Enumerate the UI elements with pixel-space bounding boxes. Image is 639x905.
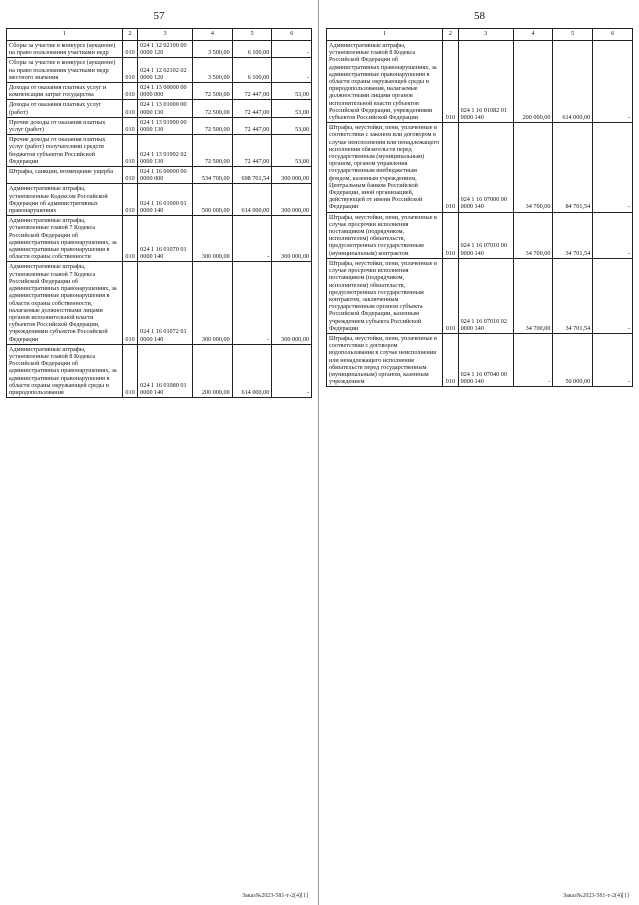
row-name-cell: Прочие доходы от оказания платных услуг (работ) bbox=[7, 117, 123, 134]
budget-code-cell: 024 1 16 07000 00 0000 140 bbox=[458, 123, 513, 212]
executed-amount-cell: 72 447,00 bbox=[232, 100, 272, 117]
table-row bbox=[327, 41, 633, 123]
executed-amount-cell: 72 447,00 bbox=[232, 117, 272, 134]
table-row bbox=[327, 123, 633, 212]
budget-code-cell: 024 1 13 00000 00 0000 000 bbox=[138, 83, 193, 100]
table-row bbox=[7, 117, 312, 134]
table-row bbox=[327, 333, 633, 386]
page-number: 58 bbox=[474, 10, 485, 22]
approved-amount-cell: 72 500,00 bbox=[193, 117, 233, 134]
executed-amount-cell: - bbox=[232, 216, 272, 262]
row-name-cell: Штрафы, неустойки, пени, уплаченные в случае просрочки исполнения поставщиком (подрядчиком, исполнителем) обязательств, предусмотренных государственным контрактом, заключенным государственным органом субъекта Российской Федерации, казенным учреждением субъекта Российской Федерации bbox=[327, 258, 443, 333]
table-row bbox=[327, 212, 633, 258]
column-number: 3 bbox=[138, 29, 193, 41]
row-name-cell: Штрафы, неустойки, пени, уплаченные в соответствии с договором водопользования в случае неисполнения или ненадлежащего исполнения обязательств перед государственным (муниципальным) органом, казенным учреждением bbox=[327, 333, 443, 386]
table-row bbox=[7, 41, 312, 58]
column-number: 2 bbox=[122, 29, 137, 41]
executed-amount-cell: 72 447,00 bbox=[232, 135, 272, 167]
unexecuted-amount-cell: - bbox=[593, 123, 633, 212]
executed-amount-cell: 50 000,00 bbox=[553, 333, 593, 386]
table-row bbox=[327, 258, 633, 333]
print-footer: Заказ№2023-581-т-2(4)[1] bbox=[242, 893, 308, 899]
line-code-cell: 010 bbox=[122, 262, 137, 344]
table-row bbox=[7, 58, 312, 83]
budget-code-cell: 024 1 16 07010 00 0000 140 bbox=[458, 212, 513, 258]
budget-code-cell: 024 1 16 01080 01 0000 140 bbox=[138, 344, 193, 397]
executed-amount-cell: 614 000,00 bbox=[553, 41, 593, 123]
approved-amount-cell: 300 000,00 bbox=[193, 216, 233, 262]
unexecuted-amount-cell: 53,00 bbox=[272, 135, 312, 167]
column-number: 5 bbox=[553, 29, 593, 41]
row-name-cell: Сборы за участие в конкурсе (аукционе) на право пользования участками недр местного значения bbox=[7, 58, 123, 83]
revenue-table bbox=[326, 28, 633, 387]
unexecuted-amount-cell: - bbox=[272, 41, 312, 58]
page-58 bbox=[320, 0, 639, 905]
budget-code-cell: 024 1 13 01990 00 0000 130 bbox=[138, 117, 193, 134]
row-name-cell: Административные штрафы, установленные Кодексом Российской Федерации об административных правонарушениях bbox=[7, 184, 123, 216]
line-code-cell: 010 bbox=[122, 83, 137, 100]
table-header-row bbox=[7, 29, 312, 41]
approved-amount-cell: 72 500,00 bbox=[193, 100, 233, 117]
line-code-cell: 010 bbox=[122, 117, 137, 134]
table-row bbox=[7, 167, 312, 184]
unexecuted-amount-cell: - bbox=[272, 344, 312, 397]
approved-amount-cell: 34 700,00 bbox=[513, 258, 553, 333]
budget-code-cell: 024 1 16 00000 00 0000 000 bbox=[138, 167, 193, 184]
approved-amount-cell: 3 500,00 bbox=[193, 58, 233, 83]
column-number: 5 bbox=[232, 29, 272, 41]
unexecuted-amount-cell: 300 000,00 bbox=[272, 184, 312, 216]
row-name-cell: Административные штрафы, установленные главой 8 Кодекса Российской Федерации об административных правонарушениях, за административные правонарушения в области охраны окружающей среды и природопользования, налагаемые должностными лицами органов исполнительной власти субъектов Российской Федерации, учреждениями субъектов Российской Федерации bbox=[327, 41, 443, 123]
column-number: 1 bbox=[327, 29, 443, 41]
unexecuted-amount-cell: - bbox=[593, 212, 633, 258]
revenue-table bbox=[6, 28, 312, 398]
line-code-cell: 010 bbox=[122, 41, 137, 58]
approved-amount-cell: 200 000,00 bbox=[193, 344, 233, 397]
approved-amount-cell: 72 500,00 bbox=[193, 83, 233, 100]
budget-code-cell: 024 1 16 01082 01 0000 140 bbox=[458, 41, 513, 123]
table-row bbox=[7, 135, 312, 167]
unexecuted-amount-cell: 53,00 bbox=[272, 117, 312, 134]
executed-amount-cell: 34 701,54 bbox=[553, 258, 593, 333]
unexecuted-amount-cell: 300 000,00 bbox=[272, 262, 312, 344]
table-row bbox=[7, 344, 312, 397]
unexecuted-amount-cell: 53,00 bbox=[272, 100, 312, 117]
row-name-cell: Штрафы, неустойки, пени, уплаченные в случае просрочки исполнения поставщиком (подрядчиком, исполнителем) обязательств, предусмотренных государственным (муниципальным) контрактом bbox=[327, 212, 443, 258]
unexecuted-amount-cell: - bbox=[593, 258, 633, 333]
row-name-cell: Административные штрафы, установленные главой 7 Кодекса Российской Федерации об административных правонарушениях, за административные правонарушения в области охраны собственности, налагаемые должностными лицами органов исполнительной власти субъектов Российской Федерации, учреждениями субъектов Российской Федерации bbox=[7, 262, 123, 344]
column-number: 1 bbox=[7, 29, 123, 41]
line-code-cell: 010 bbox=[122, 184, 137, 216]
executed-amount-cell: 84 701,54 bbox=[553, 123, 593, 212]
row-name-cell: Доходы от оказания платных услуг (работ) bbox=[7, 100, 123, 117]
column-number: 4 bbox=[513, 29, 553, 41]
executed-amount-cell: 6 100,00 bbox=[232, 41, 272, 58]
print-footer: Заказ№2023-581-т-2(4)[1] bbox=[563, 893, 629, 899]
approved-amount-cell: - bbox=[513, 333, 553, 386]
table-row bbox=[7, 83, 312, 100]
approved-amount-cell: 3 500,00 bbox=[193, 41, 233, 58]
unexecuted-amount-cell: 300 000,00 bbox=[272, 167, 312, 184]
unexecuted-amount-cell: 53,00 bbox=[272, 83, 312, 100]
executed-amount-cell: 6 100,00 bbox=[232, 58, 272, 83]
unexecuted-amount-cell: - bbox=[272, 58, 312, 83]
executed-amount-cell: 614 000,00 bbox=[232, 184, 272, 216]
column-number: 6 bbox=[593, 29, 633, 41]
budget-code-cell: 024 1 13 01992 02 0000 130 bbox=[138, 135, 193, 167]
executed-amount-cell: 72 447,00 bbox=[232, 83, 272, 100]
table-header-row bbox=[327, 29, 633, 41]
approved-amount-cell: 72 500,00 bbox=[193, 135, 233, 167]
table-row bbox=[7, 262, 312, 344]
row-name-cell: Штрафы, санкции, возмещение ущерба bbox=[7, 167, 123, 184]
budget-code-cell: 024 1 16 01000 01 0000 140 bbox=[138, 184, 193, 216]
approved-amount-cell: 200 000,00 bbox=[513, 41, 553, 123]
line-code-cell: 010 bbox=[122, 58, 137, 83]
line-code-cell: 010 bbox=[122, 100, 137, 117]
column-number: 6 bbox=[272, 29, 312, 41]
executed-amount-cell: 614 000,00 bbox=[232, 344, 272, 397]
unexecuted-amount-cell: - bbox=[593, 41, 633, 123]
line-code-cell: 010 bbox=[122, 135, 137, 167]
unexecuted-amount-cell: - bbox=[593, 333, 633, 386]
line-code-cell: 010 bbox=[443, 333, 458, 386]
row-name-cell: Административные штрафы, установленные главой 7 Кодекса Российской Федерации об административных правонарушениях, за административные правонарушения в области охраны собственности bbox=[7, 216, 123, 262]
table-row bbox=[7, 100, 312, 117]
budget-code-cell: 024 1 12 02100 00 0000 120 bbox=[138, 41, 193, 58]
line-code-cell: 010 bbox=[122, 344, 137, 397]
budget-code-cell: 024 1 16 01072 01 0000 140 bbox=[138, 262, 193, 344]
executed-amount-cell: 34 701,54 bbox=[553, 212, 593, 258]
line-code-cell: 010 bbox=[443, 258, 458, 333]
row-name-cell: Административные штрафы, установленные главой 8 Кодекса Российской Федерации об административных правонарушениях, за административные правонарушения в области охраны окружающей среды и природопользования bbox=[7, 344, 123, 397]
column-number: 4 bbox=[193, 29, 233, 41]
budget-code-cell: 024 1 16 07010 02 0000 140 bbox=[458, 258, 513, 333]
table-row bbox=[7, 216, 312, 262]
budget-code-cell: 024 1 16 07040 00 0000 140 bbox=[458, 333, 513, 386]
budget-code-cell: 024 1 12 02102 02 0000 120 bbox=[138, 58, 193, 83]
line-code-cell: 010 bbox=[443, 41, 458, 123]
line-code-cell: 010 bbox=[443, 123, 458, 212]
unexecuted-amount-cell: 300 000,00 bbox=[272, 216, 312, 262]
line-code-cell: 010 bbox=[443, 212, 458, 258]
approved-amount-cell: 34 700,00 bbox=[513, 123, 553, 212]
row-name-cell: Сборы за участие в конкурсе (аукционе) на право пользования участками недр bbox=[7, 41, 123, 58]
column-number: 3 bbox=[458, 29, 513, 41]
executed-amount-cell: - bbox=[232, 262, 272, 344]
row-name-cell: Штрафы, неустойки, пени, уплаченные в соответствии с законом или договором в случае неисполнения или ненадлежащего исполнения обязательств перед государственным (муниципальным) органом, органом управления государственным внебюджетным фондом, казенным учреждением, Центральным банком Российской Федерации, иной организацией, действующей от имени Российской Федерации bbox=[327, 123, 443, 212]
approved-amount-cell: 34 700,00 bbox=[513, 212, 553, 258]
budget-code-cell: 024 1 16 01070 01 0000 140 bbox=[138, 216, 193, 262]
table-row bbox=[7, 184, 312, 216]
row-name-cell: Доходы от оказания платных услуг и компенсации затрат государства bbox=[7, 83, 123, 100]
approved-amount-cell: 534 700,00 bbox=[193, 167, 233, 184]
page-57 bbox=[0, 0, 319, 905]
row-name-cell: Прочие доходы от оказания платных услуг (работ) получателями средств бюджетов субъектов Российской Федерации bbox=[7, 135, 123, 167]
column-number: 2 bbox=[443, 29, 458, 41]
line-code-cell: 010 bbox=[122, 216, 137, 262]
approved-amount-cell: 500 000,00 bbox=[193, 184, 233, 216]
line-code-cell: 010 bbox=[122, 167, 137, 184]
executed-amount-cell: 698 701,54 bbox=[232, 167, 272, 184]
budget-code-cell: 024 1 13 01000 00 0000 130 bbox=[138, 100, 193, 117]
approved-amount-cell: 300 000,00 bbox=[193, 262, 233, 344]
page-number: 57 bbox=[153, 10, 165, 22]
